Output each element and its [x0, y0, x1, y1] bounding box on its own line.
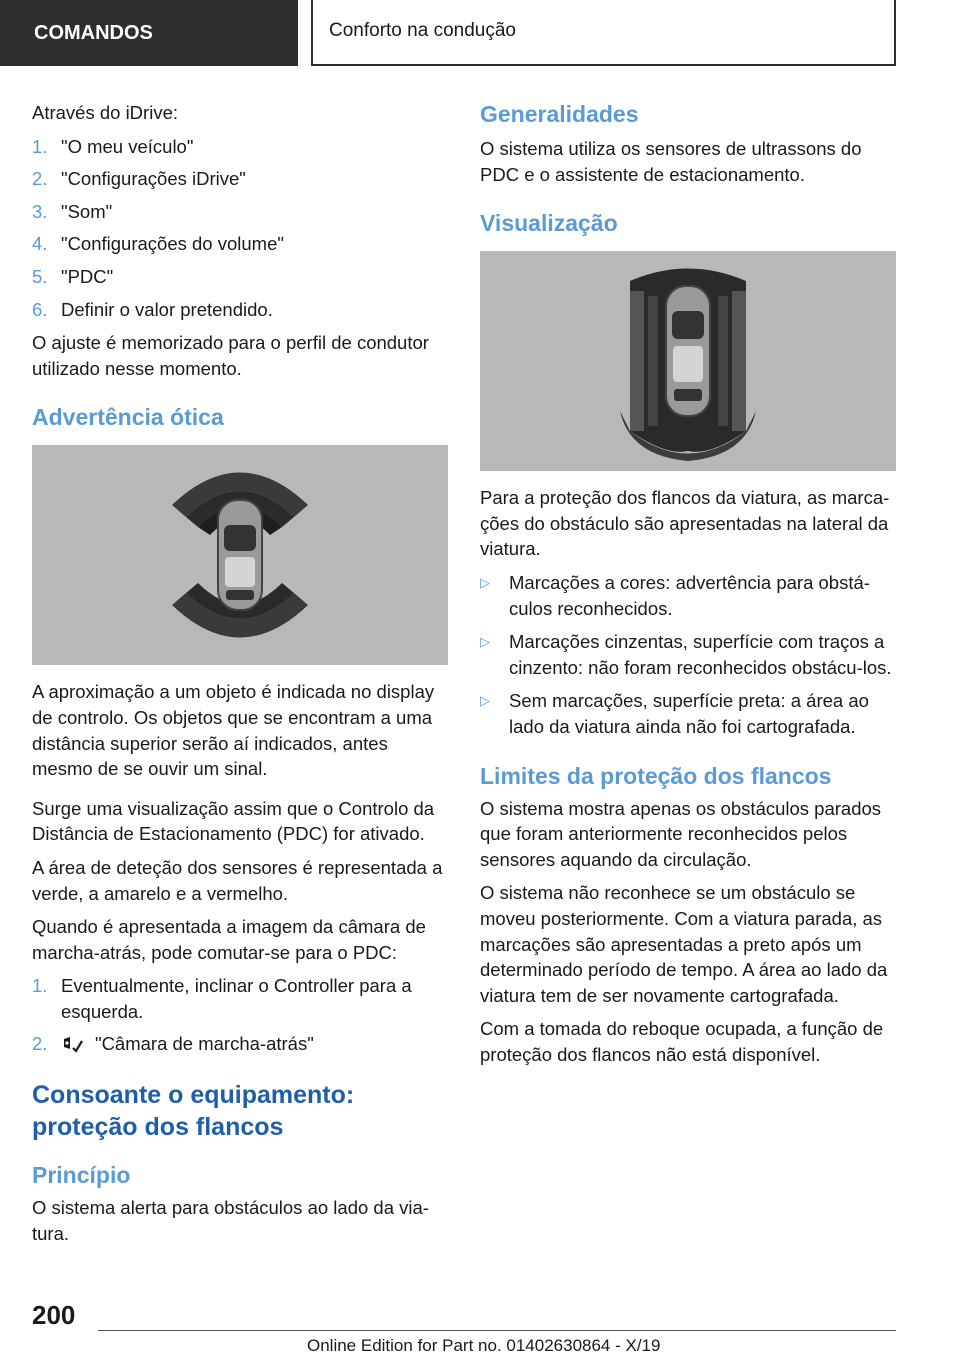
heading-optical-warning: Advertência ótica [32, 404, 224, 431]
bullet-text: Sem marcações, superfície preta: a área ao lado da viatura ainda não foi cartografada. [509, 690, 869, 737]
step-text: Definir o valor pretendido. [61, 298, 273, 320]
visual-text: Para a proteção dos flancos da viatura, as marca-ções do obstáculo são apresentadas na lateral da viatura. [480, 487, 890, 560]
step-text: "Configurações do volume" [61, 233, 284, 255]
step-number: 3. [32, 200, 48, 222]
left-column [32, 100, 448, 1254]
heading-limits: Limites da proteção dos flancos [480, 762, 832, 789]
bullet-triangle-icon: ▷ [480, 693, 490, 709]
rear-camera-icon [61, 1034, 83, 1052]
list-item [480, 570, 896, 621]
list-item [480, 688, 896, 739]
bullet-text: Marcações a cores: advertência para obstá-culos reconhecidos. [509, 571, 870, 619]
list-item [32, 166, 448, 192]
intro-text: Através do iDrive: [32, 102, 178, 123]
area-text: A área de deteção dos sensores é representada a verde, a amarelo e a vermelho. [32, 856, 443, 904]
camera-steps [32, 973, 448, 1057]
bullet-triangle-icon: ▷ [480, 634, 490, 650]
page-header [0, 0, 960, 66]
chapter-tab: Conforto na condução [311, 0, 896, 66]
step-number: 1. [32, 975, 48, 997]
step-number: 2. [32, 1033, 48, 1055]
bullet-triangle-icon: ▷ [480, 574, 490, 590]
section-tab: COMANDOS [0, 0, 298, 66]
step-text: "Som" [61, 200, 113, 222]
heading-principle: Princípio [32, 1162, 131, 1189]
idrive-steps [32, 134, 448, 323]
step-number: 1. [32, 135, 48, 157]
list-item [32, 231, 448, 257]
list-item [32, 264, 448, 290]
list-item [32, 297, 448, 323]
general-text: O sistema utiliza os sensores de ultrassons do PDC e o assistente de estacionamento. [480, 138, 862, 185]
list-item [32, 199, 448, 225]
step-text: "Câmara de marcha-atrás" [95, 1033, 314, 1055]
principle-text: O sistema alerta para obstáculos ao lado da via-tura. [32, 1197, 429, 1244]
step-text: "PDC" [61, 265, 114, 287]
right-column [480, 100, 896, 1075]
step-text-wrap [61, 1031, 314, 1057]
step-number: 5. [32, 265, 48, 287]
list-item [480, 629, 896, 680]
approach-text: A aproximação a um objeto é indicada no display de controlo. Os objetos que se encontram a uma distância superior serão aí indicados, antes mesmo de se ouvir um sinal. [32, 681, 435, 780]
step-number: 6. [32, 298, 48, 320]
surge-text: Surge uma visualização assim que o Controlo da Distância de Estacionamento (PDC) for ativado. [32, 797, 435, 845]
step-text: "Configurações iDrive" [61, 168, 246, 190]
bullet-text: Marcações cinzentas, superfície com traços a cinzento: não foram reconhecidos obstácu-los. [509, 631, 892, 678]
marking-bullets [480, 570, 896, 740]
camera-text: Quando é apresentada a imagem da câmara de marcha-atrás, pode comutar-se para o PDC: [32, 916, 426, 963]
memo-text: O ajuste é memorizado para o perfil de condutor utilizado nesse momento. [32, 332, 429, 379]
heading-visualization: Visualização [480, 210, 618, 237]
limits-text-3: Com a tomada do reboque ocupada, a função de proteção dos flancos não está disponível. [480, 1018, 884, 1065]
step-number: 2. [32, 168, 48, 190]
step-text: "O meu veículo" [61, 135, 194, 157]
pdc-display-image [32, 445, 448, 665]
heading-general: Generalidades [480, 101, 639, 127]
page-number: 200 [32, 1300, 76, 1330]
step-number: 4. [32, 233, 48, 255]
list-item [32, 1031, 448, 1057]
step-text: Eventualmente, inclinar o Controller para a esquerda. [61, 975, 412, 1022]
heading-equipment: Consoante o equipamento: proteção dos flancos [32, 1081, 355, 1142]
limits-text-1: O sistema mostra apenas os obstáculos parados que foram anteriormente reconhecidos pelos sensores aquando da circulação. [480, 797, 882, 870]
edition-text: Online Edition for Part no. 01402630864 - X/19 [307, 1336, 661, 1355]
limits-text-2: O sistema não reconhece se um obstáculo se moveu posteriormente. Com a viatura parada, as marcações são apresentadas a preto após um determinado período de tempo. A área ao lado da viatura tem de ser novamente cartografada. [480, 882, 888, 1006]
list-item [32, 973, 448, 1024]
list-item [32, 134, 448, 160]
footer-divider [98, 1330, 896, 1331]
side-protection-image [480, 251, 896, 471]
